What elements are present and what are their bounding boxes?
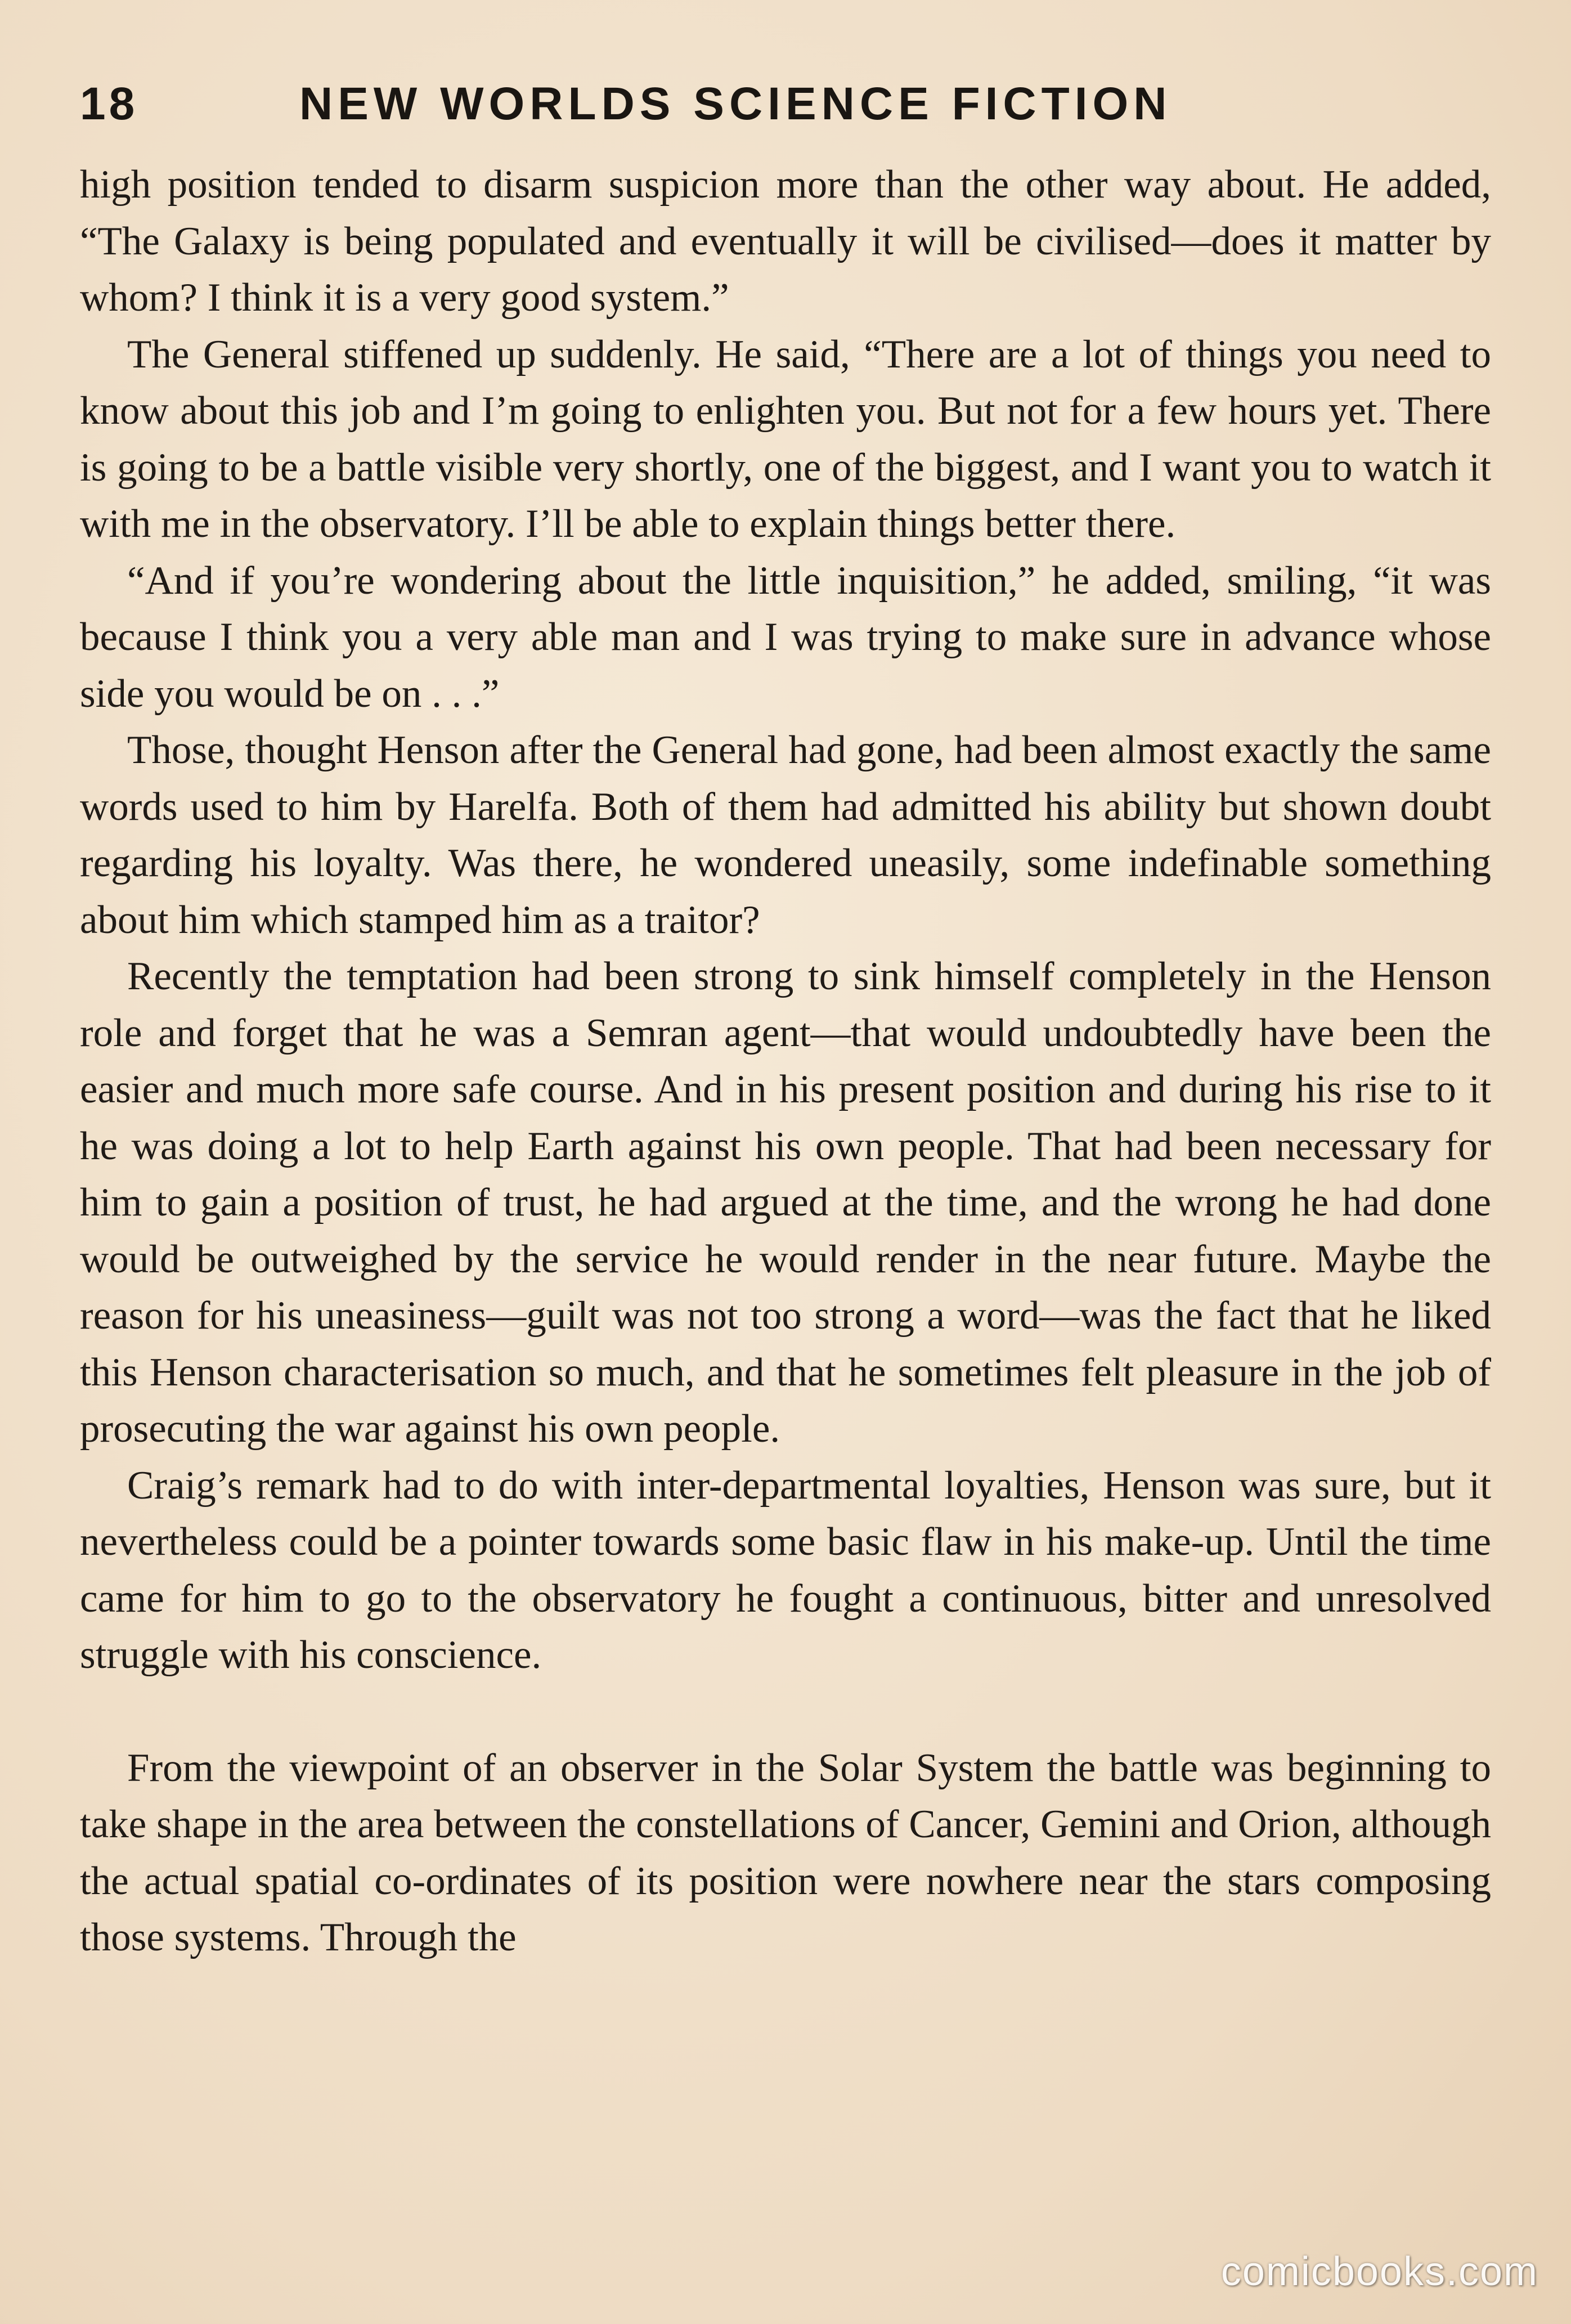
paragraph: “And if you’re wondering about the little inquisition,” he added, smiling, “it was because I think you a very able man and I was trying to make sure in advance whose side you would be on . . .” [80,558,1491,716]
paragraph: Those, thought Henson after the General had gone, had been almost exactly the same words used to him by Harelfa. Both of them had admitted his ability but shown doubt regarding his loyalty. Was there, he wondered uneasily, some indefinable something about him which stamped him as a traitor? [80,728,1491,942]
paragraph: From the viewpoint of an observer in the Solar System the battle was beginning to take shape in the area between the constellations of Cancer, Gemini and Orion, although the actual spatial co-ordinates of its position were nowhere near the stars composing those systems. Through the [80,1746,1491,1959]
paragraph: Recently the temptation had been strong to sink himself completely in the Henson role and forget that he was a Semran agent—that would undoubtedly have been the easier and much more safe course. And in his present position and during his rise to it he was doing a lot to help Earth against his own people. That had been necessary for him to gain a position of trust, he had argued at the time, and the wrong he had done would be outweighed by the service he would render in the near future. Maybe the reason for his uneasiness—guilt was not too strong a word—was the fact that he liked this Henson characterisation so much, and that he sometimes felt pleasure in the job of prosecuting the war against his own people. [80,954,1491,1451]
paragraph: Craig’s remark had to do with inter-departmental loyalties, Henson was sure, but it nevertheless could be a pointer towards some basic flaw in his make-up. Until the time came for him to go to the observatory he fought a continuous, bitter and unresolved struggle with his conscience. [80,1463,1491,1677]
paragraph: The General stiffened up suddenly. He said, “There are a lot of things you need to know about this job and I’m going to enlighten you. But not for a few hours yet. There is going to be a battle visible very shortly, one of the biggest, and I want you to watch it with me in the observatory. I’ll be able to explain things better there. [80,332,1491,546]
watermark: comicbooks.com [1220,2249,1538,2294]
running-head: NEW WORLDS SCIENCE FICTION [299,78,1172,129]
body-text [80,156,1491,1966]
book-page [80,0,1491,2324]
page-header [80,78,1491,140]
section-break [80,1684,1491,1740]
paragraph: high position tended to disarm suspicion more than the other way about. He added, “The Galaxy is being populated and eventually it will be civilised—does it matter by whom? I think it is a very good system.” [80,163,1491,320]
page-number: 18 [80,78,138,129]
